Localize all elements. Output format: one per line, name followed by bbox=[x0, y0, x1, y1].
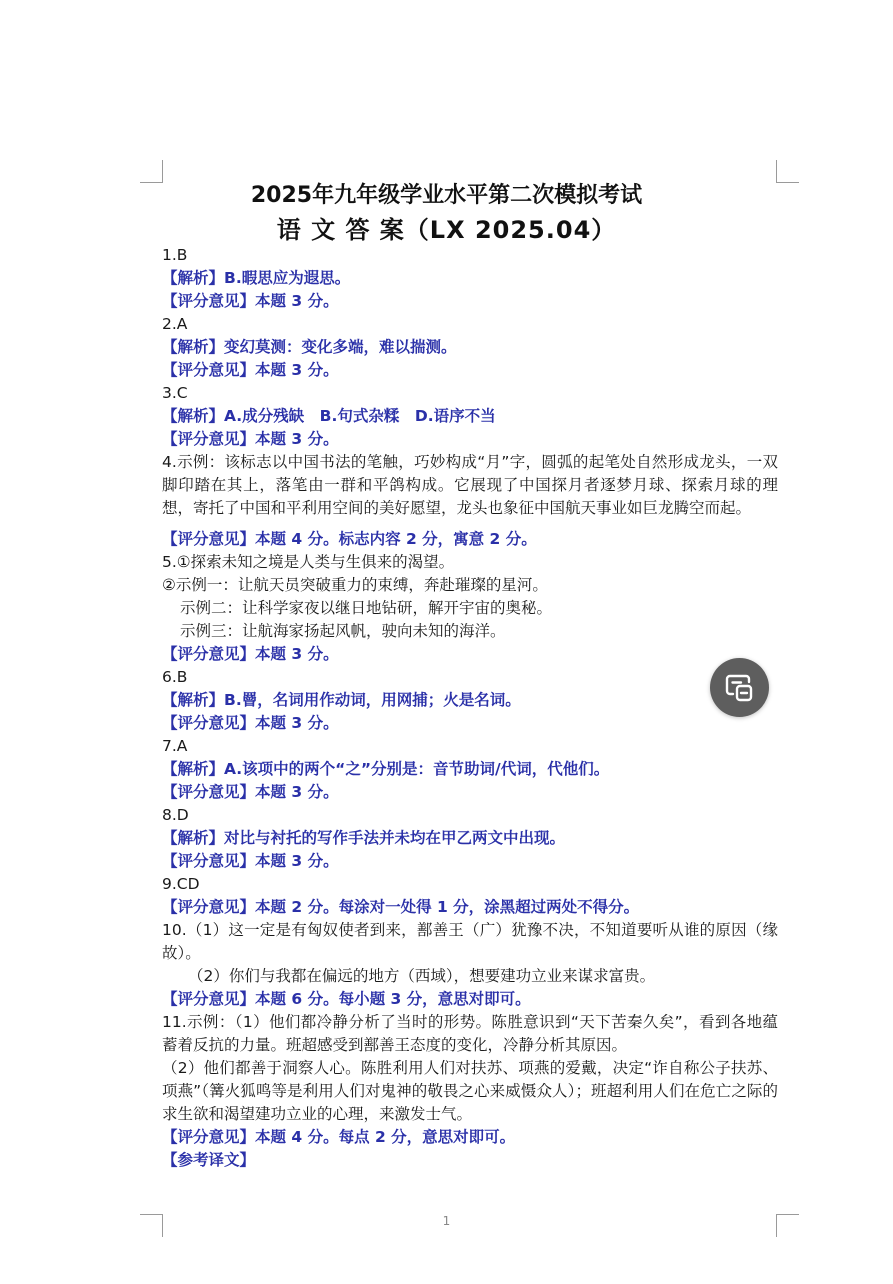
score-note-1: 【评分意见】本题 3 分。 bbox=[162, 292, 339, 310]
answer-8: 8.D bbox=[162, 806, 189, 824]
analysis-1: 【解析】B.暇思应为遐思。 bbox=[162, 269, 351, 287]
answer-list bbox=[162, 244, 778, 1172]
score-note-10: 【评分意见】本题 6 分。每小题 3 分，意思对即可。 bbox=[162, 990, 531, 1008]
score-note-8: 【评分意见】本题 3 分。 bbox=[162, 852, 339, 870]
answer-2: 2.A bbox=[162, 315, 188, 333]
answer-5-example3: 示例三：让航海家扬起风帆，驶向未知的海洋。 bbox=[180, 622, 506, 640]
analysis-7: 【解析】A.该项中的两个“之”分别是：音节助词/代词，代他们。 bbox=[162, 760, 610, 778]
floating-action-button[interactable] bbox=[710, 658, 769, 717]
screen-translate-icon bbox=[724, 672, 755, 703]
answer-1: 1.B bbox=[162, 246, 188, 264]
answer-4: 4.示例：该标志以中国书法的笔触，巧妙构成“月”字，圆弧的起笔处自然形成龙头，一双脚印踏在其上，落笔由一群和平鸽构成。它展现了中国探月者逐梦月球、探索月球的理想，寄托了中国和平利用空间的美好愿望，龙头也象征中国航天事业如巨龙腾空而起。 bbox=[162, 453, 778, 517]
answer-3: 3.C bbox=[162, 384, 188, 402]
answer-11-part2: （2）他们都善于洞察人心。陈胜利用人们对扶苏、项燕的爱戴，决定“诈自称公子扶苏、项燕”（篝火狐鸣等是利用人们对鬼神的敬畏之心来威慑众人）；班超利用人们在危亡之际的求生欲和渴望建功立业的心理，来激发士气。 bbox=[162, 1059, 778, 1123]
analysis-3: 【解析】A.成分残缺 B.句式杂糅 D.语序不当 bbox=[162, 407, 496, 425]
score-note-9: 【评分意见】本题 2 分。每涂对一处得 1 分，涂黑超过两处不得分。 bbox=[162, 898, 640, 916]
answer-10-part2: （2）你们与我都在偏远的地方（西域），想要建功立业来谋求富贵。 bbox=[188, 967, 656, 985]
page-subtitle: 语 文 答 案（LX 2025.04） bbox=[276, 216, 617, 244]
score-note-5: 【评分意见】本题 3 分。 bbox=[162, 645, 339, 663]
analysis-8: 【解析】对比与衬托的写作手法并未均在甲乙两文中出现。 bbox=[162, 829, 566, 847]
score-note-4: 【评分意见】本题 4 分。标志内容 2 分，寓意 2 分。 bbox=[162, 530, 537, 548]
answer-7: 7.A bbox=[162, 737, 188, 755]
answer-9: 9.CD bbox=[162, 875, 200, 893]
score-note-3: 【评分意见】本题 3 分。 bbox=[162, 430, 339, 448]
answer-10-part1: 10.（1）这一定是有匈奴使者到来，鄯善王（广）犹豫不决，不知道要听从谁的原因（缘故）。 bbox=[162, 921, 778, 962]
analysis-2: 【解析】变幻莫测：变化多端，难以揣测。 bbox=[162, 338, 457, 356]
answer-5-part2: ②示例一：让航天员突破重力的束缚，奔赴璀璨的星河。 bbox=[162, 576, 548, 594]
reference-translation-heading: 【参考译文】 bbox=[162, 1151, 256, 1169]
answer-11-part1: 11.示例：（1）他们都冷静分析了当时的形势。陈胜意识到“天下苦秦久矣”，看到各地蕴蓄着反抗的力量。班超感受到鄯善王态度的变化，冷静分析其原因。 bbox=[162, 1013, 778, 1054]
score-note-2: 【评分意见】本题 3 分。 bbox=[162, 361, 339, 379]
score-note-7: 【评分意见】本题 3 分。 bbox=[162, 783, 339, 801]
answer-5-part1: 5.①探索未知之境是人类与生俱来的渴望。 bbox=[162, 553, 455, 571]
analysis-6: 【解析】B.罾，名词用作动词，用网捕；火是名词。 bbox=[162, 691, 521, 709]
answer-5-example2: 示例二：让科学家夜以继日地钻研，解开宇宙的奥秘。 bbox=[180, 599, 553, 617]
page-number: 1 bbox=[442, 1214, 451, 1228]
page-title: 2025年九年级学业水平第二次模拟考试 bbox=[250, 183, 643, 208]
score-note-6: 【评分意见】本题 3 分。 bbox=[162, 714, 339, 732]
score-note-11: 【评分意见】本题 4 分。每点 2 分，意思对即可。 bbox=[162, 1128, 516, 1146]
answer-6: 6.B bbox=[162, 668, 188, 686]
